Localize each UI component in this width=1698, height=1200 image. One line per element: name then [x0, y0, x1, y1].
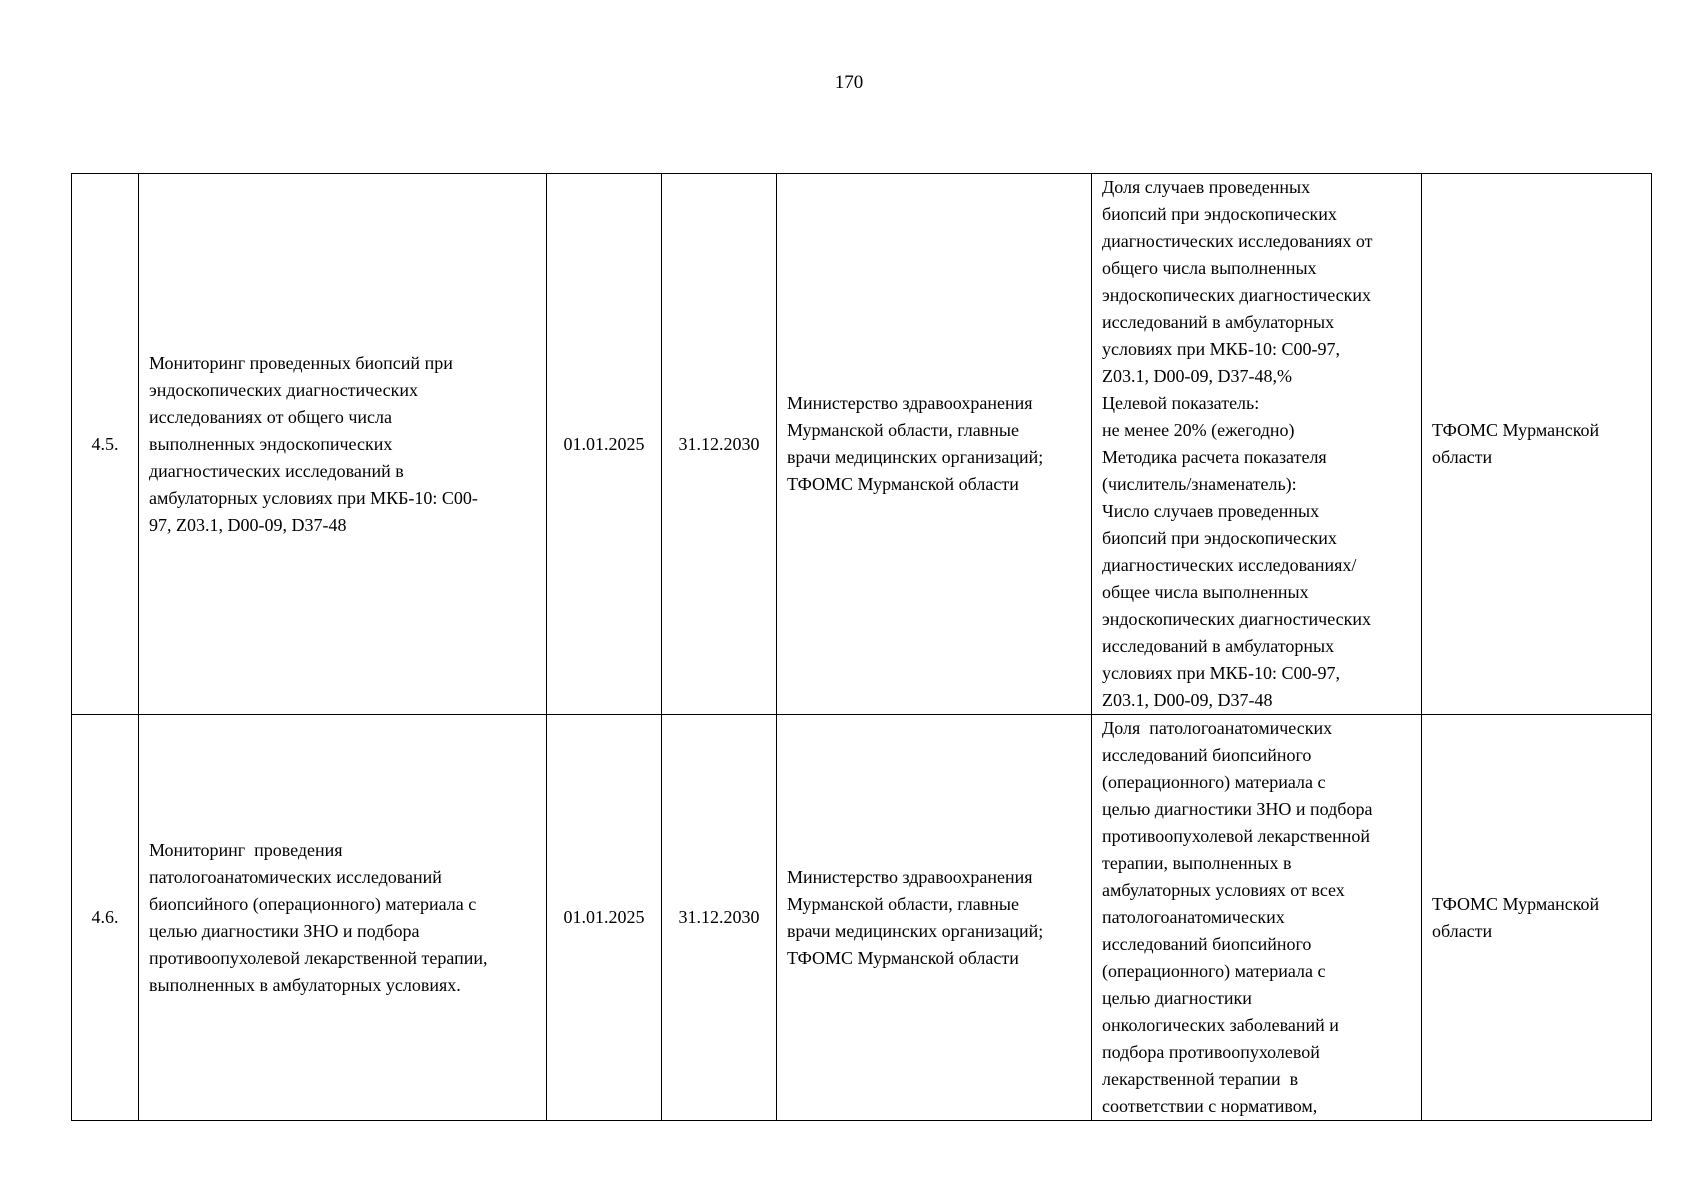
- text-line: противоопухолевой лекарственной терапии,: [149, 947, 488, 968]
- text-line: Мурманской области, главные: [787, 420, 1019, 440]
- text-line: ТФОМС Мурманской: [1432, 420, 1600, 440]
- text-line: Мурманской области, главные: [787, 893, 1019, 914]
- text-line: ТФОМС Мурманской: [1432, 893, 1600, 914]
- text-line: Доля патологоанатомических: [1102, 718, 1333, 738]
- text-line: выполненных в амбулаторных условиях.: [149, 974, 461, 995]
- start-date: 01.01.2025: [547, 174, 662, 715]
- text-line: врачи медицинских организаций;: [787, 447, 1044, 467]
- text-line: онкологических заболеваний и: [1102, 1015, 1339, 1035]
- text-line: исследований в амбулаторных: [1102, 312, 1335, 332]
- text-line: амбулаторных условиях при МКБ-10: С00-: [149, 487, 478, 508]
- text-line: Методика расчета показателя: [1102, 447, 1327, 467]
- text-line: области: [1432, 920, 1493, 941]
- text-line: эндоскопических диагностических: [1102, 285, 1371, 305]
- responsible-parties: [777, 715, 1092, 1121]
- executor: [1422, 174, 1652, 715]
- text-line: биопсийного (операционного) материала с: [149, 893, 477, 914]
- text-line: условиях при МКБ-10: С00-97,: [1102, 663, 1340, 683]
- text-line: ТФОМС Мурманской области: [787, 947, 1019, 968]
- measures-table: [71, 173, 1652, 1121]
- measure-description: [139, 715, 547, 1121]
- text-line: Z03.1, D00-09, D37-48: [1102, 690, 1273, 710]
- text-line: исследованиях от общего числа: [149, 406, 393, 427]
- text-line: диагностических исследованиях от: [1102, 231, 1373, 251]
- text-line: эндоскопических диагностических: [1102, 609, 1371, 629]
- text-line: исследований биопсийного: [1102, 934, 1312, 954]
- text-line: общего числа выполненных: [1102, 258, 1317, 278]
- text-line: подбора противоопухолевой: [1102, 1042, 1320, 1062]
- end-date: 31.12.2030: [662, 174, 777, 715]
- text-line: (числитель/знаменатель):: [1102, 474, 1297, 494]
- indicator-text: [1092, 174, 1422, 715]
- table-row: [72, 715, 1652, 1121]
- text-line: Доля случаев проведенных: [1102, 177, 1311, 197]
- text-line: эндоскопических диагностических: [149, 379, 418, 400]
- text-line: патологоанатомических: [1102, 907, 1285, 927]
- row-number: 4.5.: [72, 174, 139, 715]
- measure-description: [139, 174, 547, 715]
- text-line: соответствии с нормативом,: [1102, 1096, 1318, 1116]
- text-line: целью диагностики: [1102, 988, 1252, 1008]
- text-line: Министерство здравоохранения: [787, 866, 1033, 887]
- start-date: 01.01.2025: [547, 715, 662, 1121]
- text-line: Целевой показатель:: [1102, 393, 1260, 413]
- row-number: 4.6.: [72, 715, 139, 1121]
- text-line: патологоанатомических исследований: [149, 866, 442, 887]
- table-row: [72, 174, 1652, 715]
- text-line: терапии, выполненных в: [1102, 853, 1292, 873]
- text-line: Министерство здравоохранения: [787, 393, 1033, 413]
- text-line: общее числа выполненных: [1102, 582, 1309, 602]
- text-line: 97, Z03.1, D00-09, D37-48: [149, 514, 347, 535]
- text-line: биопсий при эндоскопических: [1102, 528, 1337, 548]
- text-line: врачи медицинских организаций;: [787, 920, 1044, 941]
- text-line: противоопухолевой лекарственной: [1102, 826, 1371, 846]
- text-line: (операционного) материала с: [1102, 961, 1326, 981]
- text-line: целью диагностики ЗНО и подбора: [149, 920, 420, 941]
- text-line: ТФОМС Мурманской области: [787, 474, 1019, 494]
- text-line: не менее 20% (ежегодно): [1102, 420, 1295, 440]
- responsible-parties: [777, 174, 1092, 715]
- page-number: 170: [834, 72, 864, 93]
- text-line: (операционного) материала с: [1102, 772, 1326, 792]
- text-line: биопсий при эндоскопических: [1102, 204, 1337, 224]
- text-line: Мониторинг проведения: [149, 839, 343, 860]
- indicator-text: [1092, 715, 1422, 1121]
- text-line: диагностических исследованиях/: [1102, 555, 1357, 575]
- text-line: целью диагностики ЗНО и подбора: [1102, 799, 1373, 819]
- text-line: диагностических исследований в: [149, 460, 404, 481]
- text-line: Мониторинг проведенных биопсий при: [149, 352, 453, 373]
- text-line: Число случаев проведенных: [1102, 501, 1320, 521]
- text-line: лекарственной терапии в: [1102, 1069, 1299, 1089]
- text-line: выполненных эндоскопических: [149, 433, 393, 454]
- text-line: области: [1432, 447, 1493, 467]
- end-date: 31.12.2030: [662, 715, 777, 1121]
- text-line: условиях при МКБ-10: С00-97,: [1102, 339, 1340, 359]
- text-line: исследований в амбулаторных: [1102, 636, 1335, 656]
- executor: [1422, 715, 1652, 1121]
- text-line: амбулаторных условиях от всех: [1102, 880, 1345, 900]
- text-line: исследований биопсийного: [1102, 745, 1312, 765]
- text-line: Z03.1, D00-09, D37-48,%: [1102, 366, 1292, 386]
